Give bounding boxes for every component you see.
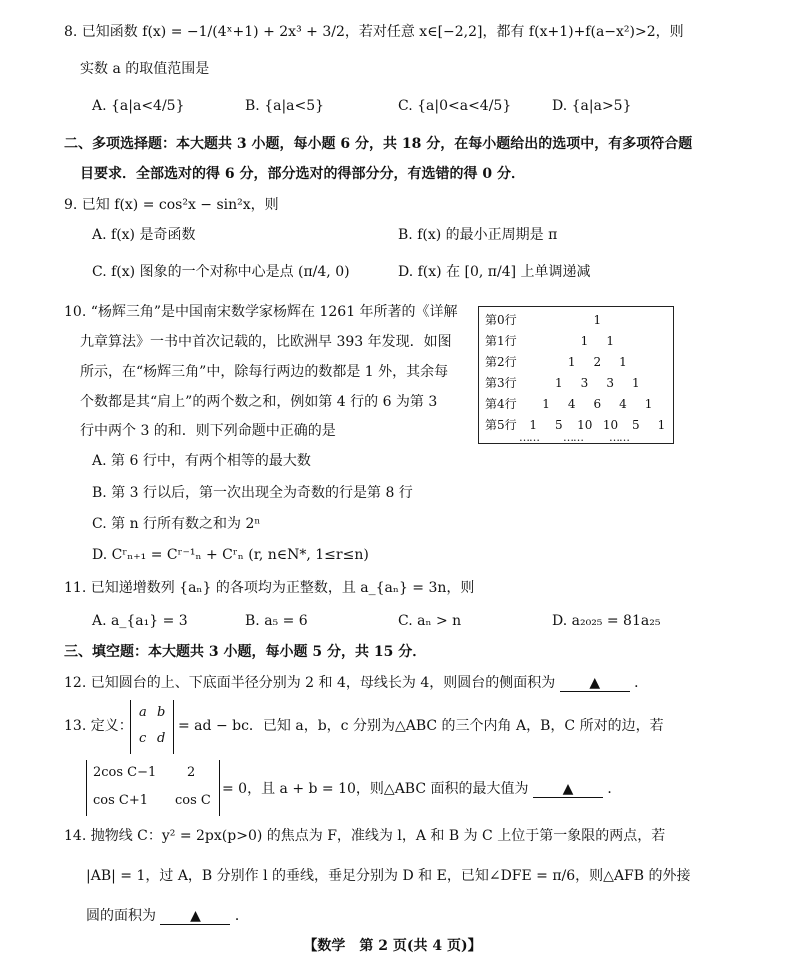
- q11-option-b: B. a₅ = 6: [245, 613, 308, 629]
- section2-title-line1: 二、多项选择题：本大题共 3 小题，每小题 6 分，共 18 分，在每小题给出的选项中，有多项符合题: [64, 136, 693, 152]
- triangle-row-label-0: 第0行: [485, 313, 517, 327]
- triangle-number-r4-1: 4: [567, 397, 576, 411]
- q13-matrix1-a: a: [139, 705, 147, 720]
- yang-hui-triangle-figure: [478, 306, 674, 444]
- q9-option-a: A. f(x) 是奇函数: [92, 227, 196, 243]
- q13-cond-line: [222, 779, 621, 799]
- triangle-number-r5-4: 5: [631, 418, 640, 432]
- triangle-number-r1-1: 1: [606, 334, 614, 348]
- q8-option-a: A. {a|a<4/5}: [92, 98, 185, 114]
- page-footer: 【数学 第 2 页(共 4 页)】: [303, 938, 482, 954]
- q12-end: ．: [634, 675, 649, 691]
- section2-title-line2: 目要求．全部选对的得 6 分，部分选对的得部分分，有选错的得 0 分．: [80, 166, 525, 182]
- q10-line1: 10. “杨辉三角”是中国南宋数学家杨辉在 1261 年所著的《详解: [64, 304, 458, 320]
- q14-line3-text: 圆的面积为: [86, 908, 156, 924]
- q11-option-c: C. aₙ > n: [398, 613, 462, 629]
- q14-end: ．: [234, 908, 249, 924]
- triangle-row-label-3: 第3行: [485, 376, 517, 390]
- triangle-row-label-1: 第1行: [485, 334, 517, 348]
- triangle-number-r2-1: 2: [593, 355, 602, 369]
- q9-stem: 9. 已知 f(x) = cos²x − sin²x，则: [64, 197, 279, 213]
- triangle-number-r4-3: 4: [619, 397, 627, 411]
- q10-option-a: A. 第 6 行中，有两个相等的最大数: [92, 453, 311, 469]
- q9-option-c: C. f(x) 图象的一个对称中心是点 (π/4, 0): [92, 264, 350, 280]
- q13-answer-blank[interactable]: ▲: [533, 781, 603, 798]
- q14-line2: |AB| = 1，过 A，B 分别作 l 的垂线，垂足分别为 D 和 E，已知∠DFE = π/6，则△AFB 的外接: [86, 868, 691, 884]
- q10-line4: 个数都是其“肩上”的两个数之和，例如第 4 行的 6 为第 3: [80, 394, 438, 410]
- q9-option-b: B. f(x) 的最小正周期是 π: [398, 227, 558, 243]
- q13-matrix2-a: 2cos C−1: [93, 765, 157, 780]
- q9-option-d: D. f(x) 在 [0, π/4] 上单调递减: [398, 264, 591, 280]
- q11-option-a: A. a_{a₁} = 3: [92, 613, 188, 629]
- triangle-number-r3-0: 1: [555, 376, 563, 390]
- triangle-number-r4-4: 1: [644, 397, 653, 411]
- triangle-number-r0-0: 1: [593, 313, 602, 327]
- q10-option-b: B. 第 3 行以后，第一次出现全为奇数的行是第 8 行: [92, 485, 413, 501]
- q10-option-c: C. 第 n 行所有数之和为 2ⁿ: [92, 516, 261, 532]
- q13-matrix1-b: b: [157, 705, 166, 720]
- q8-line1: 8. 已知函数 f(x) = −1/(4ˣ+1) + 2x³ + 3/2，若对任意 x∈[−2,2]，都有 f(x+1)+f(a−x²)>2，则: [64, 24, 684, 40]
- q13-matrix2-d: cos C: [175, 793, 211, 808]
- q13-matrix2-c: cos C+1: [93, 793, 149, 808]
- triangle-row-label-4: 第4行: [485, 397, 517, 411]
- triangle-number-r1-0: 1: [580, 334, 589, 348]
- q12-line: [64, 673, 648, 693]
- q14-line3: [86, 906, 249, 926]
- triangle-row-label-5: 第5行: [485, 418, 517, 432]
- q13-matrix1-d: d: [157, 731, 166, 746]
- triangle-number-r4-0: 1: [542, 397, 550, 411]
- q13-matrix2: [86, 760, 220, 816]
- q13-cond: = 0，且 a + b = 10，则△ABC 面积的最大值为: [222, 781, 529, 797]
- q14-line1: 14. 抛物线 C：y² = 2px(p>0) 的焦点为 F，准线为 l，A 和 B 为 C 上位于第一象限的两点，若: [64, 828, 666, 844]
- q10-option-d: D. Cʳₙ₊₁ = Cʳ⁻¹ₙ + Cʳₙ (r, n∈N*, 1≤r≤n): [92, 547, 369, 563]
- triangle-number-r3-2: 3: [606, 376, 614, 390]
- triangle-number-r5-0: 1: [529, 418, 538, 432]
- triangle-ellipsis-1: ……: [519, 431, 539, 444]
- section3-title: 三、填空题：本大题共 3 小题，每小题 5 分，共 15 分．: [64, 644, 427, 660]
- q8-option-c: C. {a|0<a<4/5}: [398, 98, 512, 114]
- q13-end: ．: [607, 781, 622, 797]
- q13-def-suffix: = ad − bc．已知 a，b，c 分别为△ABC 的三个内角 A，B，C 所对的边，若: [178, 718, 664, 734]
- triangle-number-r2-0: 1: [567, 355, 576, 369]
- q13-def-prefix: 13. 定义：: [64, 718, 133, 734]
- q12-text: 12. 已知圆台的上、下底面半径分别为 2 和 4，母线长为 4，则圆台的侧面积为: [64, 675, 556, 691]
- q12-answer-blank[interactable]: ▲: [560, 675, 630, 692]
- triangle-number-r5-2: 10: [577, 418, 593, 432]
- q13-matrix1: [130, 700, 174, 754]
- triangle-number-r4-2: 6: [593, 397, 602, 411]
- q10-line5: 行中两个 3 的和．则下列命题中正确的是: [80, 423, 336, 439]
- q10-line2: 九章算法》一书中首次记载的，比欧洲早 393 年发现．如图: [80, 334, 452, 350]
- q13-matrix1-c: c: [139, 731, 147, 746]
- triangle-row-label-2: 第2行: [485, 355, 517, 369]
- triangle-ellipsis-3: ……: [609, 431, 629, 444]
- triangle-number-r3-3: 1: [631, 376, 640, 390]
- q8-option-d: D. {a|a>5}: [552, 98, 632, 114]
- q11-option-d: D. a₂₀₂₅ = 81a₂₅: [552, 613, 661, 629]
- q8-option-b: B. {a|a<5}: [245, 98, 325, 114]
- triangle-number-r3-1: 3: [580, 376, 589, 390]
- triangle-number-r5-3: 10: [602, 418, 619, 432]
- triangle-number-r5-5: 1: [657, 418, 666, 432]
- q10-line3: 所示，在“杨辉三角”中，除每行两边的数都是 1 外，其余每: [80, 364, 449, 380]
- triangle-number-r2-2: 1: [619, 355, 627, 369]
- q13-matrix2-b: 2: [187, 765, 196, 780]
- q14-answer-blank[interactable]: ▲: [160, 908, 230, 925]
- triangle-number-r5-1: 5: [555, 418, 563, 432]
- q8-line2: 实数 a 的取值范围是: [80, 61, 210, 77]
- q11-stem: 11. 已知递增数列 {aₙ} 的各项均为正整数，且 a_{aₙ} = 3n，则: [64, 580, 475, 596]
- triangle-ellipsis-2: ……: [563, 431, 583, 444]
